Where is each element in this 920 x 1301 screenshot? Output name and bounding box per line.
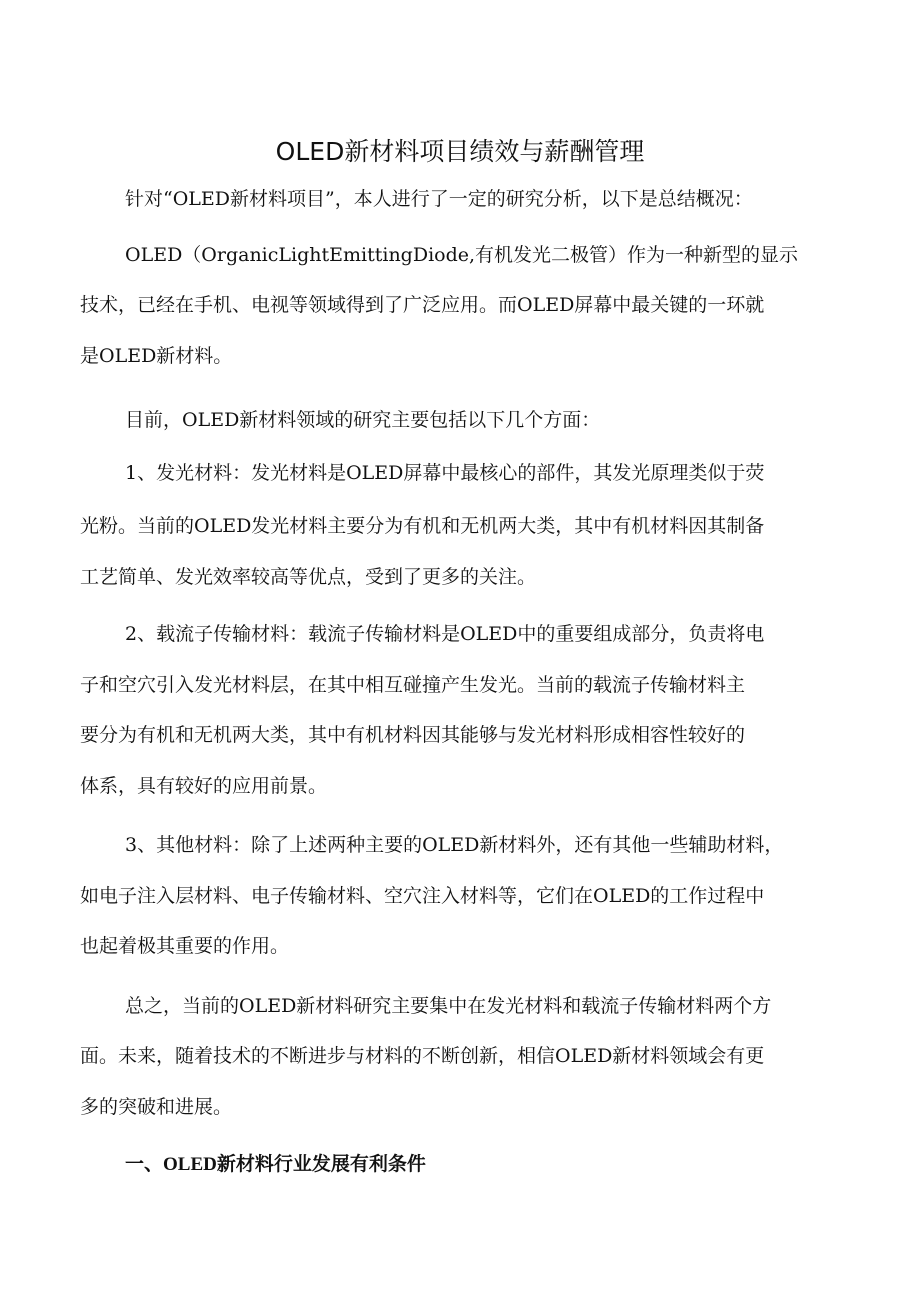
paragraph-line: 子和空穴引入发光材料层，在其中相互碰撞产生发光。当前的载流子传输材料主 (80, 674, 746, 696)
section-number: 一、 (125, 1152, 164, 1175)
paragraph-line: 3、其他材料：除了上述两种主要的OLED新材料外，还有其他一些辅助材料， (125, 834, 784, 856)
paragraph-line: 1、发光材料：发光材料是OLED屏幕中最核心的部件，其发光原理类似于荧 (125, 462, 765, 484)
document-title: OLED新材料项目绩效与薪酬管理 (275, 136, 645, 166)
section-heading-latin: OLED (163, 1153, 217, 1175)
paragraph-line: 光粉。当前的OLED发光材料主要分为有机和无机两大类，其中有机材料因其制备 (80, 515, 765, 537)
paragraph-line: 也起着极其重要的作用。 (80, 935, 290, 957)
intro-paragraph: 针对“OLED新材料项目”，本人进行了一定的研究分析，以下是总结概况： (125, 188, 753, 210)
section-heading (125, 1149, 426, 1180)
paragraph-line: 技术，已经在手机、电视等领域得到了广泛应用。而OLED屏幕中最关键的一环就 (80, 294, 765, 316)
paragraph-line: 工艺简单、发光效率较高等优点，受到了更多的关注。 (80, 566, 537, 588)
paragraph-line: OLED（OrganicLightEmittingDiode,有机发光二极管）作为一种新型的显示 (125, 244, 799, 266)
paragraph-line: 体系，具有较好的应用前景。 (80, 775, 328, 797)
paragraph-line: 要分为有机和无机两大类，其中有机材料因其能够与发光材料形成相容性较好的 (80, 724, 746, 746)
paragraph-line: 2、载流子传输材料：载流子传输材料是OLED中的重要组成部分，负责将电 (125, 623, 765, 645)
paragraph-line: 如电子注入层材料、电子传输材料、空穴注入材料等，它们在OLED的工作过程中 (80, 885, 765, 907)
paragraph-line: 目前，OLED新材料领域的研究主要包括以下几个方面： (125, 409, 601, 431)
paragraph-line: 是OLED新材料。 (80, 345, 233, 367)
section-heading-text: 新材料行业发展有利条件 (216, 1152, 426, 1175)
paragraph-line: 多的突破和进展。 (80, 1096, 233, 1118)
paragraph-line: 总之，当前的OLED新材料研究主要集中在发光材料和载流子传输材料两个方 (125, 995, 772, 1017)
paragraph-line: 面。未来，随着技术的不断进步与材料的不断创新，相信OLED新材料领域会有更 (80, 1045, 765, 1067)
